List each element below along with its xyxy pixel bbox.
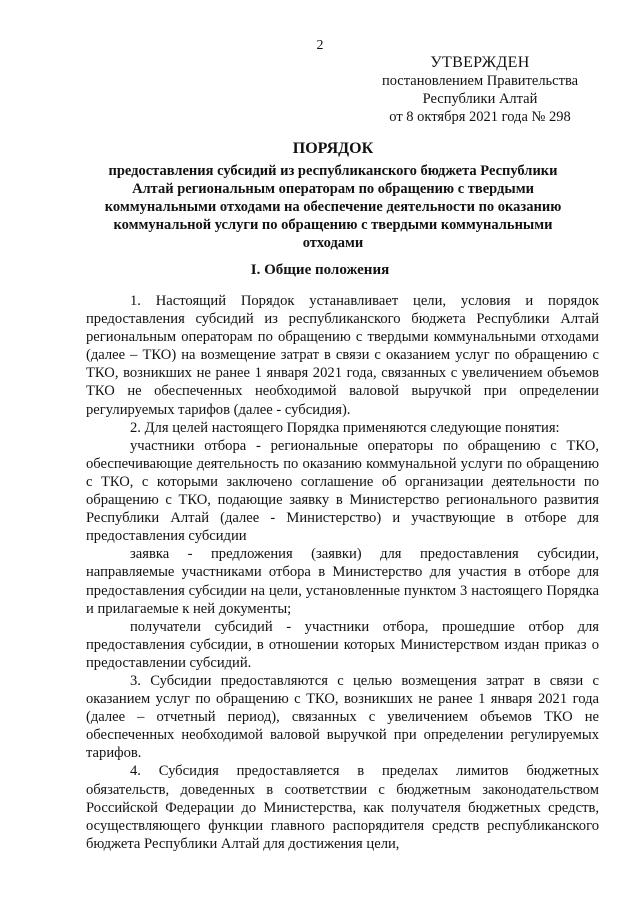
page-number: 2 bbox=[316, 38, 324, 53]
paragraph: 4. Субсидия предоставляется в пределах лимитов бюджетных обязательств, доведенных в соответствии с бюджетным законодательством Российской Федерации до Министерства, как получателя бюджетных средств, осуществляющего функции главного распорядителя средств республиканского бюджета Республики Алтай для достижения цели, bbox=[86, 763, 599, 852]
approval-stamp bbox=[360, 54, 600, 126]
paragraph: заявка - предложения (заявки) для предоставления субсидии, направляемые участниками отбора в Министерство для участия в отборе для предоставления субсидии на цели, установленные пунктом 3 настоящего Порядка и прилагаемые к ней документы; bbox=[86, 546, 599, 617]
document-title bbox=[96, 140, 570, 252]
paragraph: получатели субсидий - участники отбора, прошедшие отбор для предоставления субсидии, в отношении которых Министерством издан приказ о предоставлении субсидий. bbox=[86, 618, 599, 671]
paragraph: 1. Настоящий Порядок устанавливает цели, условия и порядок предоставления субсидий из республиканского бюджета Республики Алтай региональным операторам по обращению с твердыми коммунальными отходами (далее – ТКО) на возмещение затрат в связи с оказанием услуг по обращению с ТКО, возникших не ранее 1 января 2021 года, связанных с увеличением объемов ТКО не обеспеченных необходимой валовой выручкой при определении регулируемых тарифов (далее - субсидия). bbox=[86, 293, 599, 418]
approval-line: постановлением Правительства bbox=[381, 73, 579, 89]
section-heading: I. Общие положения bbox=[250, 262, 390, 278]
approval-date: от 8 октября 2021 года № 298 bbox=[389, 109, 571, 125]
title-subtitle: предоставления субсидий из республиканского бюджета Республики Алтай региональным операторам по обращению с твердыми коммунальными отходами на обеспечение деятельности по оказанию коммунальной услуги по обращению с твердыми коммунальными отходами bbox=[104, 163, 562, 251]
paragraph: 2. Для целей настоящего Порядка применяются следующие понятия: bbox=[130, 419, 560, 436]
approval-line: Республики Алтай bbox=[422, 91, 538, 107]
title-main: ПОРЯДОК bbox=[292, 140, 374, 157]
paragraph: 3. Субсидии предоставляются с целью возмещения затрат в связи с оказанием услуг по обращению с ТКО, возникших не ранее 1 января 2021 года (далее – отчетный период), связанных с увеличением объемов ТКО не обеспеченных необходимой валовой выручкой при определении регулируемых тарифов. bbox=[86, 672, 599, 762]
approval-heading: УТВЕРЖДЕН bbox=[430, 54, 530, 71]
paragraph: участники отбора - региональные операторы по обращению с ТКО, обеспечивающие деятельность по оказанию коммунальной услуги по обращению с ТКО, с которыми заключено соглашение об организации деятельности по обращению с ТКО, подающие заявку в Министерство регионального развития Республики Алтай (далее - Министерство) и участвующие в отборе для предоставления субсидии bbox=[86, 437, 599, 545]
document-body bbox=[86, 292, 599, 853]
